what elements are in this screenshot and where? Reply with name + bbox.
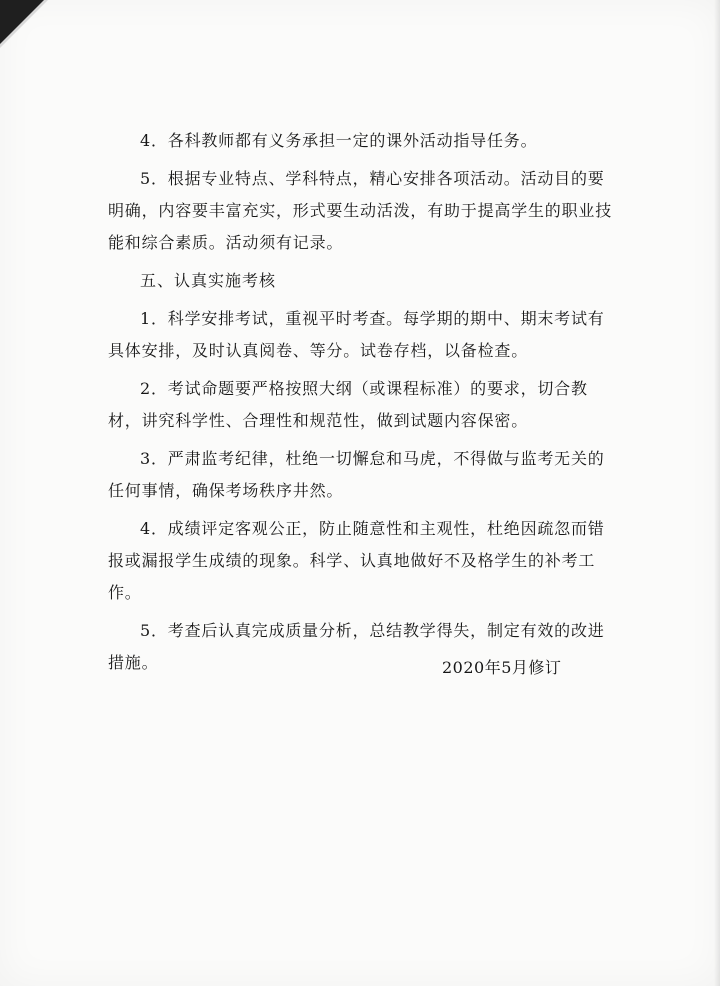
paragraph-5: 5．根据专业特点、学科特点，精心安排各项活动。活动目的要明确，内容要丰富充实，形式要生动活泼，有助于提高学生的职业技能和综合素质。活动须有记录。 (108, 169, 613, 252)
paragraph-4: 4．各科教师都有义务承担一定的课外活动指导任务。 (140, 131, 538, 150)
exam-item-2: 2．考试命题要严格按照大纲（或课程标准）的要求，切合教材，讲究科学性、合理性和规范性，做到试题内容保密。 (108, 379, 588, 430)
exam-item-1: 1．科学安排考试，重视平时考查。每学期的期中、期末考试有具体安排，及时认真阅卷、等分。试卷存档，以备检查。 (108, 309, 605, 360)
scan-edge-shadow (714, 0, 720, 986)
folded-corner (0, 0, 48, 48)
exam-item-5: 5．考查后认真完成质量分析，总结教学得失，制定有效的改进措施。 (108, 621, 605, 672)
document-body (108, 125, 613, 679)
section-title-five: 五、认真实施考核 (140, 271, 277, 290)
exam-item-3: 3．严肃监考纪律，杜绝一切懈怠和马虎，不得做与监考无关的任何事情，确保考场秩序井然。 (108, 449, 605, 500)
revision-date: 2020年5月修订 (442, 658, 562, 677)
exam-item-4: 4．成绩评定客观公正，防止随意性和主观性，杜绝因疏忽而错报或漏报学生成绩的现象。科学、认真地做好不及格学生的补考工作。 (108, 519, 605, 602)
